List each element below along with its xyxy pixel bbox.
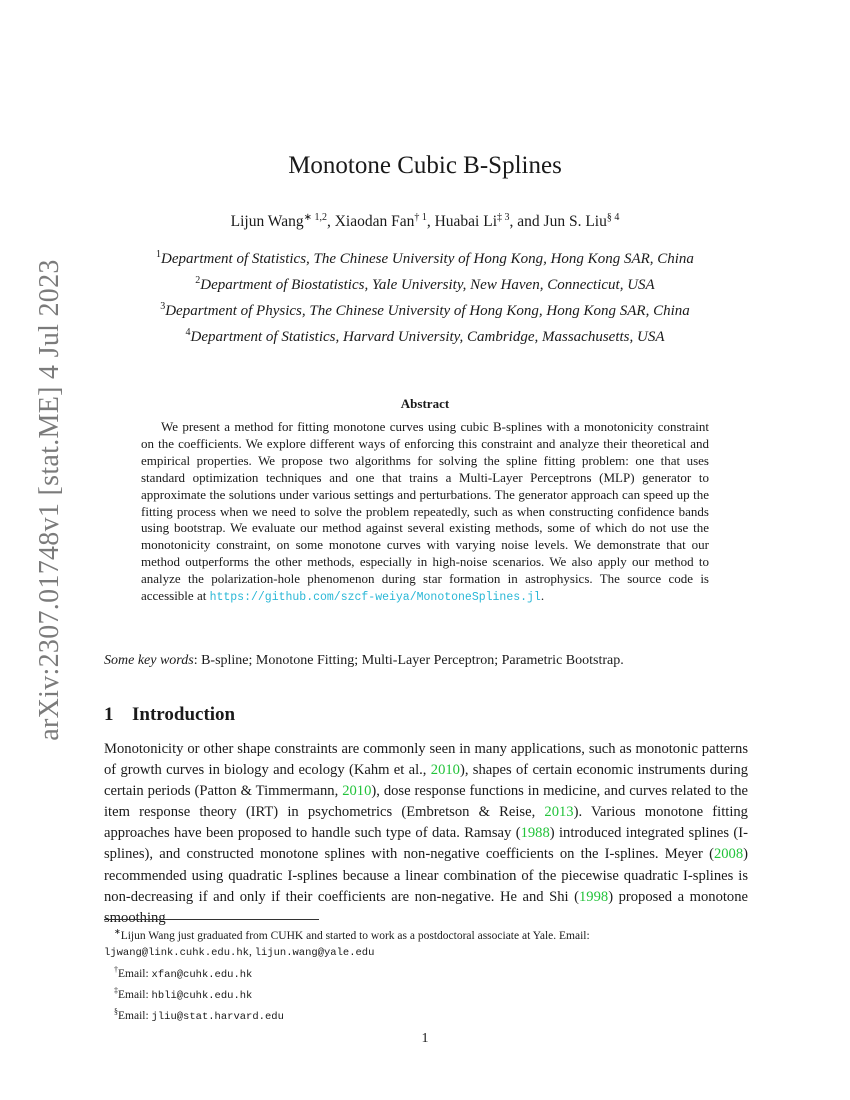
abstract-text: We present a method for fitting monotone curves using cubic B-splines with a monotonicity constraint on the coefficients. We explore different ways of enforcing this constraint and analyze their theoretical and empirical properties. We propose two algorithms for solving the spline fitting problem: one that uses standard optimization techniques and one that trains a Multi-Layer Perceptrons (MLP) generator to approximate the solutions under various settings and perturbations. The generator approach can speed up the fitting process when we need to solve the problem repeatedly, such as when constructing confidence bands using bootstrap. We evaluate our method against several existing methods, some of which do not use the monotonicity constraint, on some monotone curves with varying noise levels. We demonstrate that our method outperforms the other methods, especially in high-noise scenarios. We also apply our method to analyze the polarization-hole phenomenon during star formation in astrophysics. The source code is accessible at [141, 419, 709, 604]
footnote-label: Email: [118, 967, 152, 980]
footnote-mark: † [114, 964, 118, 974]
footnote-text: Lijun Wang just graduated from CUHK and started to work as a postdoctoral associate at Yale. Email: [120, 929, 590, 942]
author-separator: , and [509, 213, 544, 231]
affiliation-number: 1 [156, 249, 162, 260]
author-name: Xiaodan Fan [334, 213, 415, 231]
intro-text: ). Various monotone fitting approaches have been proposed to handle such type of data. Ramsay ( [104, 804, 748, 842]
intro-text: ), dose response functions in medicine, and curves related to the item response theory (IRT) in psychometrics (Embretson & Reise, [104, 783, 748, 821]
author-separator: , [326, 213, 335, 231]
footnotes [104, 924, 748, 1026]
citation-link[interactable]: 2010 [342, 783, 372, 800]
affiliation [100, 244, 750, 270]
intro-text: ) introduced integrated splines (I-splines), and constructed monotone splines with non-negative coefficients on the I-splines. Meyer ( [104, 825, 749, 863]
email-address: jliu@stat.harvard.edu [151, 1011, 284, 1024]
keywords-text: : B-spline; Monotone Fitting; Multi-Layer Perceptron; Parametric Bootstrap. [193, 653, 624, 668]
footnote-label: Email: [118, 988, 152, 1001]
affiliation-text: Department of Statistics, Harvard University, Cambridge, Massachusetts, USA [190, 329, 665, 345]
affiliation [100, 296, 750, 322]
citation-link[interactable]: 1988 [520, 825, 550, 842]
footnote-separator: , [248, 946, 255, 959]
abstract-end: . [540, 588, 545, 604]
paper-title: Monotone Cubic B-Splines [288, 152, 562, 179]
abstract-heading: Abstract [400, 396, 450, 411]
author-mark: § 4 [606, 212, 620, 223]
section-title: Introduction [132, 704, 236, 725]
affiliation-number: 4 [185, 327, 191, 338]
email-address: hbli@cuhk.edu.hk [151, 989, 253, 1002]
keywords-label: Some key words [104, 653, 194, 668]
footnote-mark: ∗ [114, 927, 121, 936]
author-name: Jun S. Liu [543, 213, 607, 231]
citation-link[interactable]: 2013 [544, 804, 574, 821]
affiliation [100, 322, 750, 348]
affiliation-number: 2 [195, 275, 201, 286]
email-address: xfan@cuhk.edu.hk [151, 968, 253, 981]
author-name: Lijun Wang [230, 213, 304, 231]
affiliation-text: Department of Statistics, The Chinese University of Hong Kong, Hong Kong SAR, China [161, 251, 694, 267]
footnote-divider [104, 919, 319, 920]
source-code-link[interactable]: https://github.com/szcf-weiya/MonotoneSplines.jl [209, 591, 541, 605]
email-address: lijun.wang@yale.edu [254, 947, 375, 960]
author-name: Huabai Li [434, 213, 498, 231]
citation-link[interactable]: 2010 [430, 762, 460, 779]
introduction-paragraph [104, 739, 748, 929]
footnote-continuation [104, 944, 748, 962]
affiliation-text: Department of Physics, The Chinese University of Hong Kong, Hong Kong SAR, China [165, 303, 690, 319]
footnote [104, 924, 748, 944]
section-number: 1 [104, 704, 114, 725]
citation-link[interactable]: 2008 [713, 846, 744, 863]
author-mark: † 1 [414, 212, 427, 223]
footnote-mark: § [114, 1007, 118, 1017]
footnote [104, 962, 748, 983]
page-number: 1 [421, 1031, 429, 1046]
arxiv-identifier[interactable]: arXiv:2307.01748v1 [stat.ME] 4 Jul 2023 [34, 259, 65, 741]
footnote-label: Email: [118, 1010, 152, 1023]
citation-link[interactable]: 1998 [579, 888, 609, 905]
keywords-line [104, 651, 754, 671]
footnote [104, 983, 748, 1004]
intro-text: ) recommended using quadratic I-splines because a linear combination of the piecewise quadratic I-splines is non-decreasing if and only if their coefficients are non-negative. He and Shi ( [104, 846, 748, 905]
author-list [100, 207, 750, 233]
affiliation-list [100, 244, 750, 348]
footnote-mark: ‡ [114, 986, 118, 996]
footnote [104, 1004, 748, 1025]
email-address: ljwang@link.cuhk.edu.hk [104, 947, 249, 960]
author-mark: ‡ 3 [497, 212, 510, 223]
author-separator: , [426, 213, 435, 231]
section-heading [104, 703, 235, 727]
affiliation [100, 270, 750, 296]
intro-text: Monotonicity or other shape constraints are commonly seen in many applications, such as monotonic patterns of growth curves in biology and ecology (Kahm et al., [104, 741, 748, 779]
intro-text: ) proposed a monotone smoothing [104, 888, 748, 926]
intro-text: ), shapes of certain economic instruments during certain periods (Patton & Timmermann, [104, 762, 749, 800]
abstract-body [141, 419, 709, 607]
author-mark: ∗ 1,2 [303, 212, 327, 223]
affiliation-number: 3 [160, 301, 166, 312]
affiliation-text: Department of Biostatistics, Yale University, New Haven, Connecticut, USA [200, 277, 655, 293]
